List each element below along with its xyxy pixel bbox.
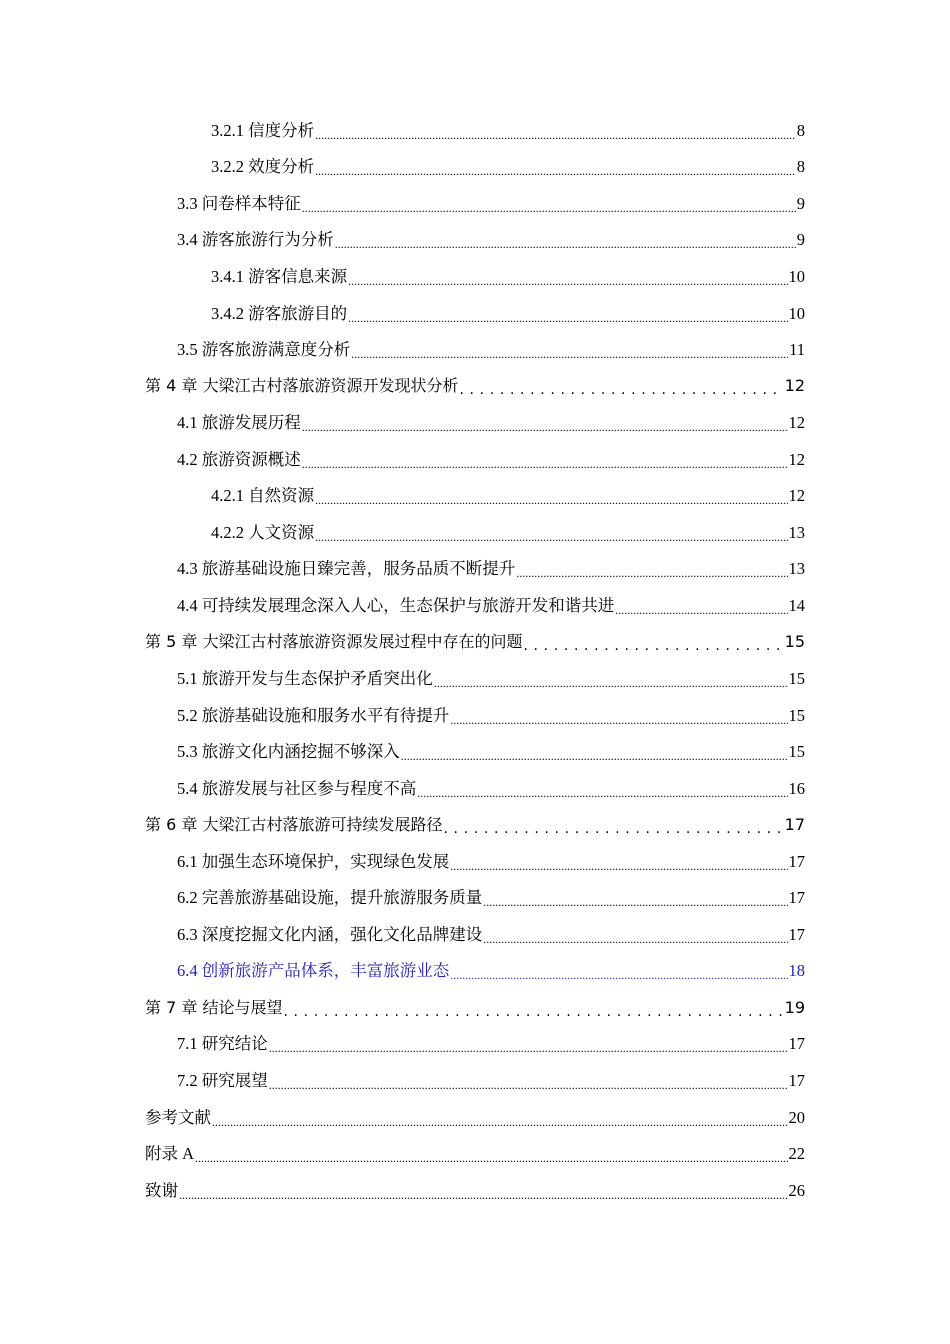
dot-leader [269, 1070, 788, 1092]
toc-entry-7-2[interactable] [177, 1068, 805, 1092]
toc-entry-6-3[interactable] [177, 922, 805, 946]
toc-entry-title: 第 7 章 结论与展望 [145, 998, 283, 1017]
dot-leader [302, 193, 796, 215]
toc-entry-page: 17 [788, 1034, 805, 1053]
toc-entry-title: 第 6 章 大梁江古村落旅游可持续发展路径 [145, 815, 443, 834]
toc-entry-page: 8 [796, 121, 805, 140]
toc-entry-title: 3.4.1 游客信息来源 [211, 267, 348, 286]
toc-entry-6-2[interactable] [177, 885, 805, 909]
toc-entry-title: 6.4 创新旅游产品体系，丰富旅游业态 [177, 961, 450, 980]
toc-entry-page: 10 [788, 304, 805, 323]
toc-entry-7-1[interactable] [177, 1031, 805, 1055]
toc-entry-page: 15 [788, 669, 805, 688]
toc-entry-3-2-1[interactable] [211, 118, 805, 142]
toc-entry-page: 16 [788, 779, 805, 798]
toc-entry-6-1[interactable] [177, 849, 805, 873]
toc-entry-title: 4.4 可持续发展理念深入人心，生态保护与旅游开发和谐共进 [177, 596, 615, 615]
toc-entry-page: 15 [788, 706, 805, 725]
toc-entry-page: 20 [788, 1108, 805, 1127]
dot-leader [315, 120, 796, 142]
dot-leader [459, 375, 783, 397]
toc-entry-page: 17 [788, 852, 805, 871]
toc-entry-title: 4.3 旅游基础设施日臻完善，服务品质不断提升 [177, 559, 516, 578]
dot-leader [483, 887, 787, 909]
dot-leader [450, 705, 787, 727]
toc-entry-page: 8 [796, 157, 805, 176]
toc-entry-title: 第 4 章 大梁江古村落旅游资源开发现状分析 [145, 376, 459, 395]
toc-entry-page: 12 [788, 486, 805, 505]
toc-entry-title: 第 5 章 大梁江古村落旅游资源发展过程中存在的问题 [145, 632, 523, 651]
toc-entry-4-1[interactable] [177, 410, 805, 434]
toc-entry-title: 附录 A [145, 1144, 195, 1163]
toc-entry-page: 14 [788, 596, 805, 615]
toc-entry-3-4-1[interactable] [211, 264, 805, 288]
dot-leader [269, 1033, 788, 1055]
toc-entry-page: 17 [788, 925, 805, 944]
dot-leader [443, 814, 783, 836]
toc-entry-5-4[interactable] [177, 776, 805, 800]
toc-entry-title: 3.5 游客旅游满意度分析 [177, 340, 351, 359]
toc-entry-page: 12 [788, 450, 805, 469]
toc-entry-page: 17 [788, 1071, 805, 1090]
dot-leader [315, 522, 787, 544]
toc-entry-5-1[interactable] [177, 666, 805, 690]
toc-entry-4-2-2[interactable] [211, 520, 805, 544]
toc-entry-page: 26 [788, 1181, 805, 1200]
toc-entry-page: 13 [788, 559, 805, 578]
toc-entry-appendix-a[interactable] [145, 1141, 805, 1165]
toc-entry-3-3[interactable] [177, 191, 805, 215]
dot-leader [315, 485, 787, 507]
toc-entry-page: 19 [784, 998, 805, 1017]
dot-leader [615, 595, 787, 617]
toc-entry-title: 参考文献 [145, 1108, 211, 1127]
dot-leader [302, 412, 788, 434]
toc-entry-page: 11 [789, 340, 805, 359]
toc-entry-page: 15 [788, 742, 805, 761]
toc-entry-page: 17 [788, 888, 805, 907]
toc-entry-page: 9 [796, 230, 805, 249]
toc-entry-title: 4.2.1 自然资源 [211, 486, 315, 505]
toc-entry-4-2-1[interactable] [211, 483, 805, 507]
dot-leader [348, 266, 787, 288]
toc-chapter-6[interactable] [145, 812, 805, 836]
toc-entry-title: 5.4 旅游发展与社区参与程度不高 [177, 779, 417, 798]
toc-entry-references[interactable] [145, 1105, 805, 1129]
dot-leader [516, 558, 787, 580]
dot-leader [401, 741, 788, 763]
toc-entry-title: 3.4 游客旅游行为分析 [177, 230, 334, 249]
toc-entry-page: 22 [788, 1144, 805, 1163]
dot-leader [195, 1143, 787, 1165]
toc-entry-title: 3.3 问卷样本特征 [177, 194, 301, 213]
toc-entry-5-3[interactable] [177, 739, 805, 763]
toc-entry-title: 3.2.2 效度分析 [211, 157, 315, 176]
toc-entry-5-2[interactable] [177, 703, 805, 727]
toc-entry-title: 7.1 研究结论 [177, 1034, 268, 1053]
toc-chapter-4[interactable] [145, 373, 805, 397]
toc-entry-acknowledgements[interactable] [145, 1178, 805, 1202]
dot-leader [348, 303, 787, 325]
toc-entry-page: 9 [796, 194, 805, 213]
dot-leader [450, 960, 787, 982]
dot-leader [179, 1180, 788, 1202]
toc-entry-4-3[interactable] [177, 556, 805, 580]
toc-entry-title: 4.2.2 人文资源 [211, 523, 315, 542]
toc-entry-title: 6.3 深度挖掘文化内涵，强化文化品牌建设 [177, 925, 483, 944]
toc-entry-title: 5.3 旅游文化内涵挖掘不够深入 [177, 742, 400, 761]
toc-chapter-7[interactable] [145, 995, 805, 1019]
toc-entry-6-4-link[interactable] [177, 958, 805, 982]
toc-entry-4-4[interactable] [177, 593, 805, 617]
toc-entry-title: 3.4.2 游客旅游目的 [211, 304, 348, 323]
toc-entry-title: 4.2 旅游资源概述 [177, 450, 301, 469]
toc-entry-title: 3.2.1 信度分析 [211, 121, 315, 140]
toc-entry-page: 10 [788, 267, 805, 286]
dot-leader [523, 631, 783, 653]
toc-entry-page: 12 [784, 376, 805, 395]
dot-leader [283, 997, 783, 1019]
toc-entry-3-4[interactable] [177, 227, 805, 251]
toc-entry-3-4-2[interactable] [211, 301, 805, 325]
dot-leader [434, 668, 788, 690]
toc-entry-title: 4.1 旅游发展历程 [177, 413, 301, 432]
toc-entry-page: 15 [784, 632, 805, 651]
dot-leader [212, 1107, 788, 1129]
dot-leader [351, 339, 788, 361]
toc-entry-page: 12 [788, 413, 805, 432]
toc-entry-title: 6.2 完善旅游基础设施，提升旅游服务质量 [177, 888, 483, 907]
toc-entry-4-2[interactable] [177, 447, 805, 471]
toc-entry-title: 5.2 旅游基础设施和服务水平有待提升 [177, 706, 450, 725]
dot-leader [315, 156, 796, 178]
toc-entry-title: 致谢 [145, 1181, 178, 1200]
dot-leader [417, 778, 787, 800]
dot-leader [450, 851, 787, 873]
dot-leader [335, 229, 796, 251]
toc-entry-title: 5.1 旅游开发与生态保护矛盾突出化 [177, 669, 433, 688]
toc-entry-title: 7.2 研究展望 [177, 1071, 268, 1090]
toc-entry-3-2-2[interactable] [211, 154, 805, 178]
toc-entry-page: 18 [788, 961, 805, 980]
toc-entry-3-5[interactable] [177, 337, 805, 361]
dot-leader [483, 924, 787, 946]
toc-entry-page: 17 [784, 815, 805, 834]
toc-entry-page: 13 [788, 523, 805, 542]
dot-leader [302, 449, 788, 471]
toc-chapter-5[interactable] [145, 629, 805, 653]
toc-entry-title: 6.1 加强生态环境保护，实现绿色发展 [177, 852, 450, 871]
